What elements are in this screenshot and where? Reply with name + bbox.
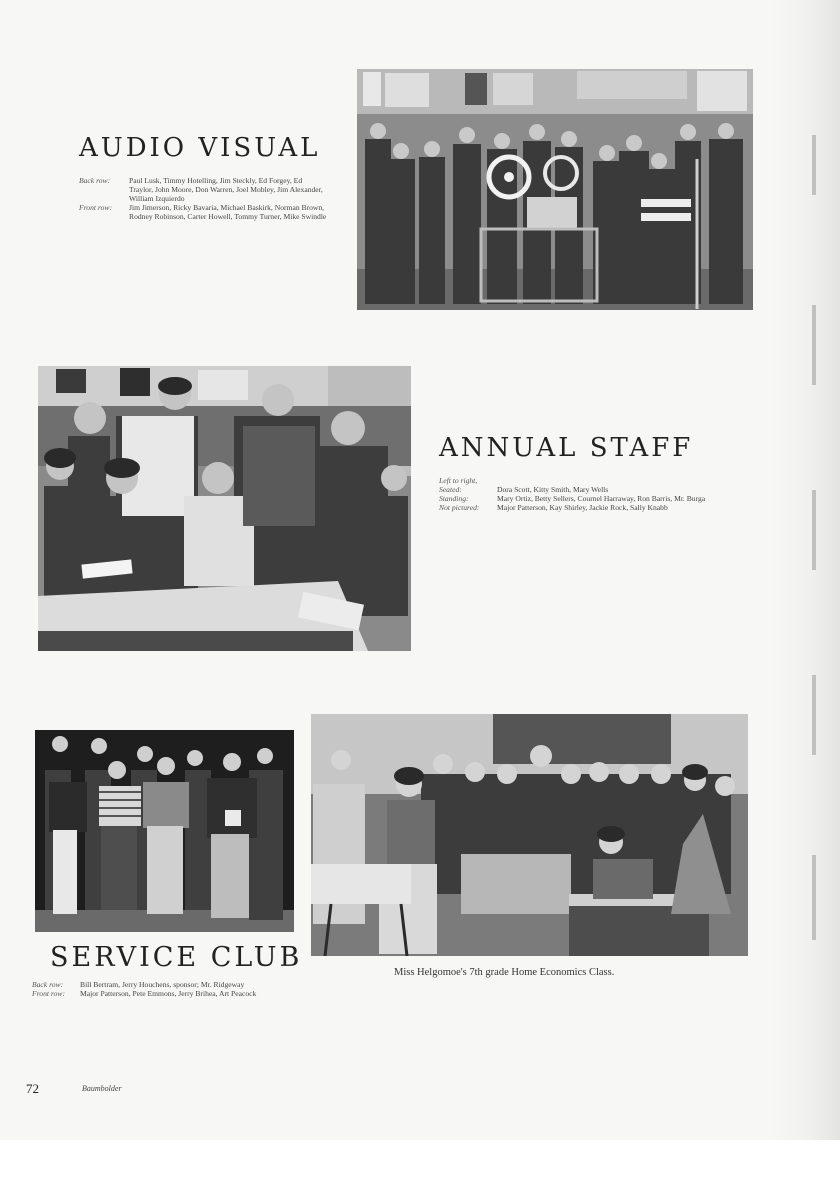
page-number: 72: [26, 1081, 39, 1096]
caption-label: Back row:: [79, 176, 111, 185]
caption-label: Front row:: [32, 989, 65, 998]
audio-visual-caption: [79, 176, 327, 221]
caption-text: Paul Lusk, Timmy Hotelling, Jim Steckly, Ed Forgey, Ed Traylor, John Moore, Don Warren, Joel Mobley, Jim Alexander, William Izquierdo: [129, 176, 323, 203]
edge-mark: [812, 490, 816, 570]
caption-label: Standing:: [439, 494, 469, 503]
home-economics-photo-art: [311, 714, 748, 956]
annual-staff-photo-art: [38, 366, 411, 651]
scan-bottom-margin: [0, 1140, 840, 1195]
edge-mark: [812, 135, 816, 195]
annual-staff-photo: [38, 366, 411, 651]
caption-text: Dora Scott, Kitty Smith, Mary Wells: [497, 485, 609, 494]
caption-text: [497, 476, 721, 485]
publication-name: Baumbolder: [82, 1084, 122, 1093]
audio-visual-heading: AUDIO VISUAL: [79, 133, 321, 163]
service-club-photo: [35, 730, 294, 932]
caption-row: [439, 476, 721, 485]
caption-row: [439, 494, 721, 503]
caption-row: [32, 980, 312, 989]
caption-label: Back row:: [32, 980, 64, 989]
edge-mark: [812, 305, 816, 385]
edge-mark: [812, 855, 816, 940]
audio-visual-photo-art: [357, 69, 753, 310]
caption-text: Bill Bertram, Jerry Houchens, sponsor; Mr. Ridgeway: [80, 980, 245, 989]
caption-row: [32, 989, 312, 998]
edge-mark: [812, 675, 816, 755]
caption-row: [79, 203, 327, 221]
caption-text: Major Patterson, Pete Emmons, Jerry Brihea, Art Peacock: [80, 989, 257, 998]
caption-label: Not pictured:: [439, 503, 480, 512]
service-club-photo-art: [35, 730, 294, 932]
caption-text: Jim Jimerson, Ricky Bavaria, Michael Baskirk, Norman Brown, Rodney Robinson, Carter Howell, Tommy Turner, Mike Swindle: [129, 203, 327, 221]
page-edge-shadow: [770, 0, 840, 1150]
caption-text: Mary Ortiz, Betty Sellers, Cournel Harraway, Ron Barris, Mr. Burga: [497, 494, 706, 503]
caption-row: [79, 176, 327, 203]
audio-visual-photo: [357, 69, 753, 310]
service-club-heading: SERVICE CLUB: [50, 942, 303, 973]
caption-label: Front row:: [79, 203, 112, 212]
home-economics-caption: Miss Helgomoe's 7th grade Home Economics Class.: [394, 967, 615, 978]
caption-label: Seated:: [439, 485, 462, 494]
caption-text: Major Patterson, Kay Shirley, Jackie Rock, Sally Knabb: [497, 503, 668, 512]
service-club-caption: [32, 980, 312, 998]
home-economics-photo: [311, 714, 748, 956]
caption-row: [439, 485, 721, 494]
caption-row: [439, 503, 721, 512]
annual-staff-heading: ANNUAL STAFF: [439, 433, 694, 463]
caption-label: Left to right,: [439, 476, 478, 485]
annual-staff-caption: [439, 476, 721, 512]
